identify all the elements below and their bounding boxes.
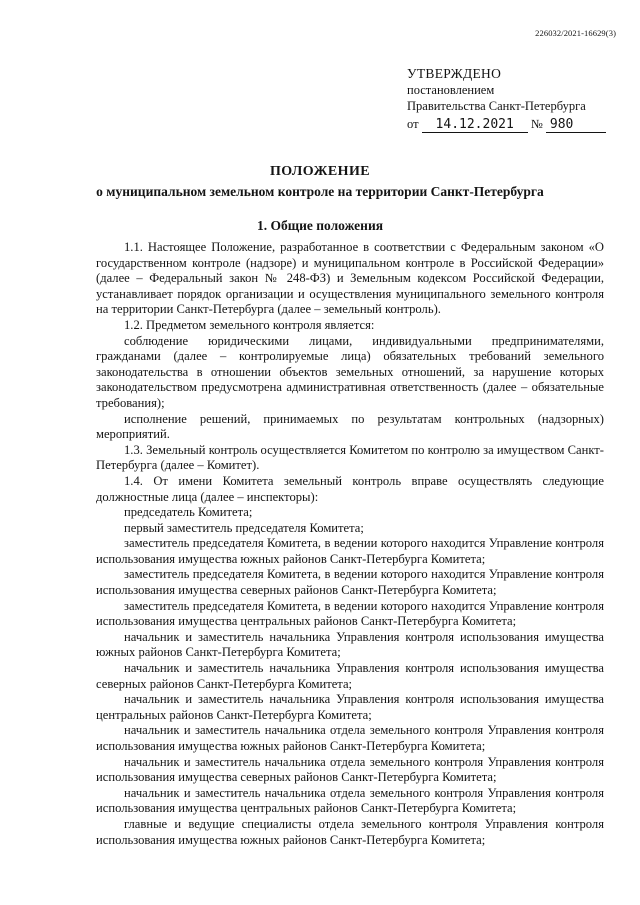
- approval-date-line: [407, 116, 622, 133]
- date-prefix: от: [407, 117, 419, 131]
- approval-line-government: Правительства Санкт-Петербурга: [407, 99, 586, 113]
- list-item-chairman: председатель Комитета;: [124, 505, 253, 520]
- document-body: [96, 240, 604, 848]
- document-registration-number: 226032/2021-16629(3): [535, 28, 616, 38]
- list-item-head-department-central: начальник и заместитель начальника отдела земельного контроля Управления контроля использования имущества центральных районов Санкт-Петербурга Комитета;: [96, 785, 604, 816]
- list-item-deputy-central: заместитель председателя Комитета, в ведении которого находится Управление контроля использования имущества центральных районов Санкт-Петербурга Комитета;: [96, 598, 604, 629]
- list-item-first-deputy: первый заместитель председателя Комитета;: [124, 520, 364, 535]
- list-item-head-department-north: начальник и заместитель начальника отдела земельного контроля Управления контроля использования имущества северных районов Санкт-Петербурга Комитета;: [96, 754, 604, 785]
- paragraph-subject-compliance: соблюдение юридическими лицами, индивидуальными предпринимателями, гражданами (далее – контролируемые лица) обязательных требований земельного законодательства в отношении объектов земельных отношений, за нарушение которых законодательством предусмотрена административная ответственность (далее – обязательные требования);: [96, 333, 604, 410]
- approval-block: [407, 66, 622, 133]
- section-title: 1. Общие положения: [256, 218, 384, 233]
- list-item-deputy-south: заместитель председателя Комитета, в ведении которого находится Управление контроля использования имущества южных районов Санкт-Петербурга Комитета;: [96, 536, 604, 566]
- approval-heading: УТВЕРЖДЕНО: [407, 66, 502, 81]
- list-item-head-department-south: начальник и заместитель начальника отдела земельного контроля Управления контроля использования имущества южных районов Санкт-Петербурга Комитета;: [96, 723, 604, 753]
- approval-line-resolution: постановлением: [407, 83, 495, 97]
- document-subtitle: о муниципальном земельном контроле на территории Санкт-Петербурга: [96, 184, 544, 199]
- paragraph-1-2: 1.2. Предметом земельного контроля является:: [124, 317, 375, 332]
- paragraph-1-4: 1.4. От имени Комитета земельный контроль вправе осуществлять следующие должностные лица (далее – инспекторы):: [96, 473, 604, 504]
- approval-number: 980: [546, 118, 606, 133]
- list-item-head-directorate-south: начальник и заместитель начальника Управления контроля использования имущества южных районов Санкт-Петербурга Комитета;: [96, 629, 604, 660]
- document-title: ПОЛОЖЕНИЕ: [270, 164, 370, 179]
- number-prefix: №: [530, 117, 543, 131]
- list-item-head-directorate-north: начальник и заместитель начальника Управления контроля использования имущества северных районов Санкт-Петербурга Комитета;: [96, 661, 604, 691]
- paragraph-1-1: 1.1. Настоящее Положение, разработанное в соответствии с Федеральным законом «О государственном контроле (надзоре) и муниципальном контроле в Российской Федерации» (далее – Федеральный закон № 248-ФЗ) и Земельным кодексом Российской Федерации, устанавливает порядок организации и осуществления муниципального земельного контроля на территории Санкт-Петербурга (далее – земельный контроль).: [96, 240, 604, 317]
- approval-date: 14.12.2021: [422, 118, 528, 133]
- list-item-deputy-north: заместитель председателя Комитета, в ведении которого находится Управление контроля использования имущества северных районов Санкт-Петербурга Комитета;: [96, 567, 604, 598]
- list-item-head-directorate-central: начальник и заместитель начальника Управления контроля использования имущества центральных районов Санкт-Петербурга Комитета;: [96, 692, 604, 722]
- paragraph-subject-decisions: исполнение решений, принимаемых по результатам контрольных (надзорных) мероприятий.: [96, 411, 604, 442]
- list-item-specialists-south: главные и ведущие специалисты отдела земельного контроля Управления контроля использования имущества южных районов Санкт-Петербурга Комитета;: [96, 816, 604, 847]
- paragraph-1-3: 1.3. Земельный контроль осуществляется Комитетом по контролю за имуществом Санкт-Петербурга (далее – Комитет).: [96, 442, 604, 473]
